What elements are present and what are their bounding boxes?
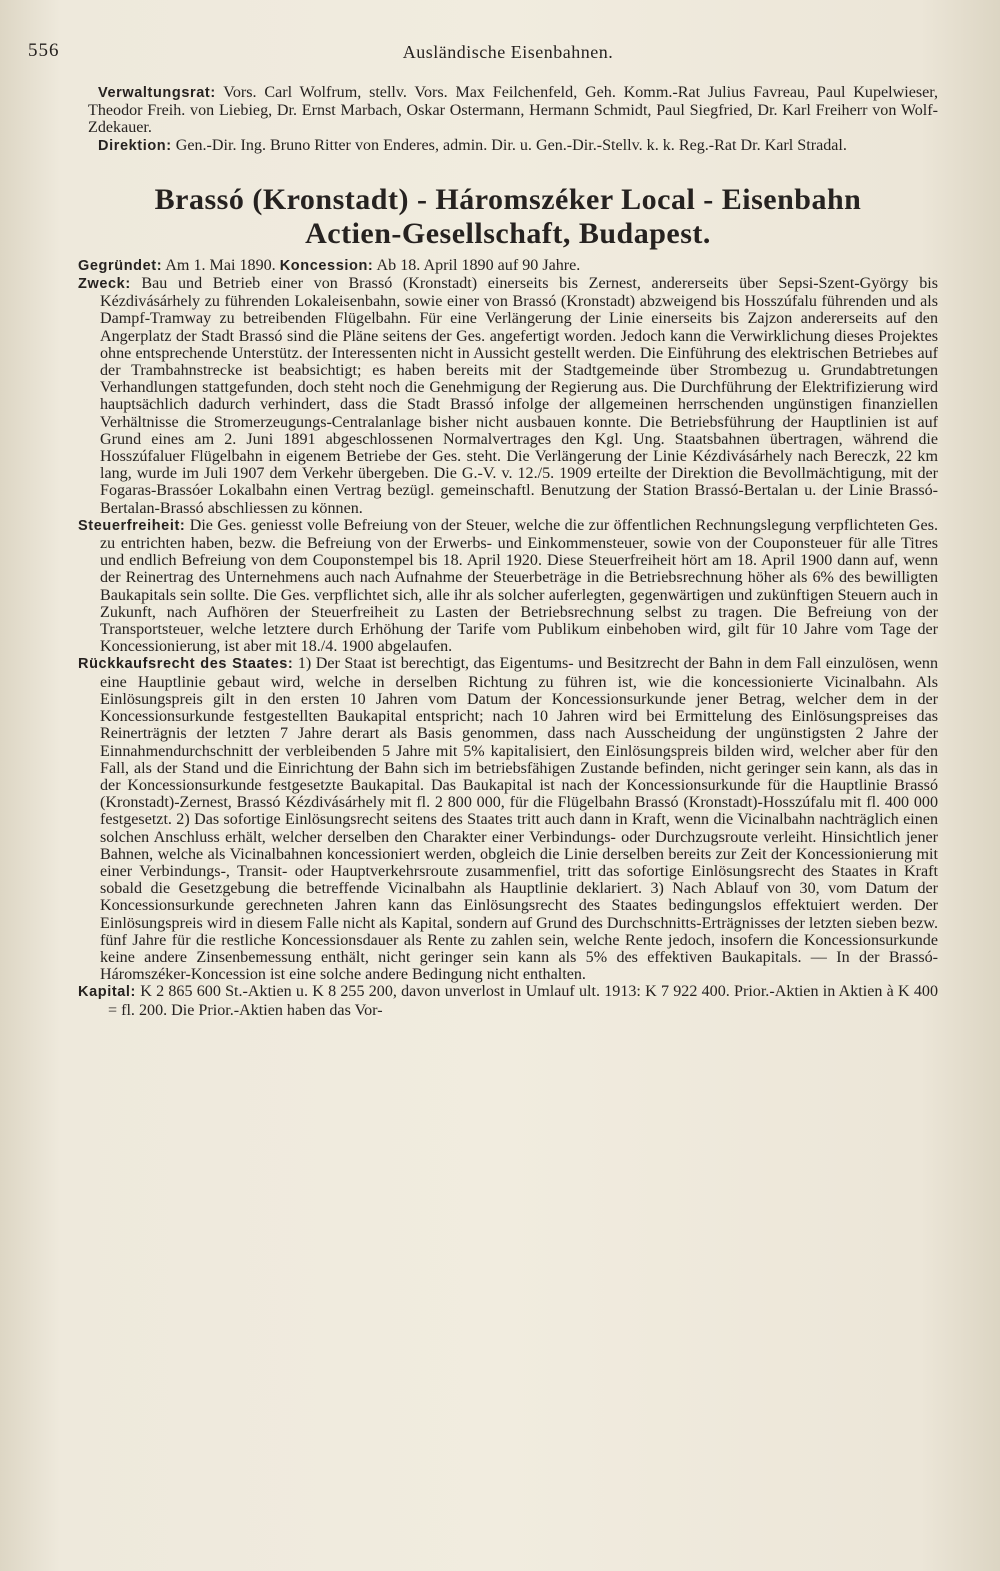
verwaltungsrat-paragraph xyxy=(88,84,938,137)
board-block xyxy=(88,84,938,155)
steuerfreiheit-text: Die Ges. geniesst volle Befreiung von der Steuer, welche die zur öffentlichen Rechnungslegung verpflichteten Ges. zu entrichten haben, bezw. die Befreiung von der Erwerbs- und Einkommensteuer, sowie von der Couponsteuer für alle Titres und endlich Befreiung von dem Couponstempel bis 18. April 1920. Diese Steuerfreiheit hört am 18. April 1900 dann auf, wenn der Reinertrag des Unternehmens auch nach Aufnahme der Steuerbeträge in die Betriebsrechnung höher als 6% des bewilligten Baukapitals sein sollte. Die Ges. verpflichtet sich, alle ihr als solcher auferlegten, gegenwärtigen und zukünftigen Steuern auch in Zukunft, nach Aufhören der Steuerfreiheit zu Lasten der Betriebsrechnung selbst zu tragen. Die Befreiung von der Transportsteuer, welche letztere durch Erhöhung der Tarife vom Publikum einbehoben wird, gilt für 10 Jahre vom Tage der Koncessionierung, ist aber mit 18./4. 1900 abgelaufen. xyxy=(100,516,938,656)
verwaltungsrat-label: Verwaltungsrat: xyxy=(98,85,216,101)
zweck-text: Bau und Betrieb einer von Brassó (Kronstadt) einerseits bis Zernest, andererseits über Sepsi-Szent-György bis Kézdivásárhely zu führenden Lokaleisenbahn, sowie einer von Brassó (Kronstadt) abzweigend bis Hosszúfalu führenden und als Dampf-Tramway zu betreibenden Flügelbahn. Für eine Verlängerung der Linie einerseits bis Zajzon andererseits auf den Angerplatz der Stadt Brassó sind die Pläne seitens der Ges. angefertigt worden. Jedoch kann die Verwirklichung dieses Projektes ohne entsprechende Unterstütz. der Interessenten nicht in Aussicht gestellt werden. Die Einführung des elektrischen Betriebes auf der Trambahnstrecke ist beabsichtigt; es haben bereits mit der Stadtgemeinde über Strombezug u. Grundabtretungen Verhandlungen stattgefunden, doch steht noch die Genehmigung der Regierung aus. Die Durchführung der Elektrifizierung wird hauptsächlich dadurch verhindert, dass die Stadt Brassó infolge der allgemeinen herrschenden ungünstigen finanziellen Verhältnisse die Stromerzeugungs-Centralanlage bisher nicht ausbauen konnte. Die Betriebsführung der Hauptlinien ist auf Grund eines am 2. Juni 1891 abgeschlossenen Normalvertrages den Kgl. Ung. Staatsbahnen übertragen, während die Hosszúfaluer Flügelbahn in eigenem Betriebe der Ges. steht. Die Verlängerung der Linie Kézdivásárhely nach Bereczk, 22 km lang, wurde im Juli 1907 dem Verkehr übergeben. Die G.-V. v. 12./5. 1909 erteilte der Direktion die Bevollmächtigung, mit der Fogaras-Brassóer Lokalbahn einen Vertrag bezügl. gemeinschaftl. Benutzung der Station Brassó-Bertalan u. der Linie Brassó-Bertalan-Brassó abschliessen zu können. xyxy=(100,275,938,517)
rueckkaufsrecht-text: 1) Der Staat ist berechtigt, das Eigentums- und Besitzrecht der Bahn in dem Fall einzulösen, wenn eine Hauptlinie gebaut wird, welche in derselben Richtung zu führen ist, wie die koncessionierte Vicinalbahn. Als Einlösungspreis gilt in den ersten 10 Jahren vom Datum der Koncessionsurkunde jener Betrag, welcher dem in der Koncessionsurkunde festgestellten Baukapital entspricht; nach 10 Jahren wird bei Ermittelung des Einlösungspreises das Reinerträgnis der letzten 7 Jahre derart als Basis genommen, dass nach Ausscheidung der ungünstigsten 2 Jahre der Einnahmendurchschnitt der verbleibenden 5 Jahre mit 5% kapitalisiert, den Einlösungspreis bilden wird, welcher aber für den Fall, als der Stand und die Einrichtung der Bahn sich im betriebsfähigen Zustande befinden, nicht geringer sein kann, als das in der Koncessionsurkunde festgesetzte Baukapital. Das Baukapital ist nach der Koncessionsurkunde für die Hauptlinie Brassó (Kronstadt)-Zernest, Brassó Kézdivásárhely mit fl. 2 800 000, für die Flügelbahn Brassó (Kronstadt)-Hosszúfalu mit fl. 400 000 festgesetzt. 2) Das sofortige Einlösungsrecht seitens des Staates tritt auch dann in Kraft, wenn die Vicinalbahn nachträglich einen solchen Anschluss erhält, welcher derselben den Charakter einer Verbindungs- oder Durchzugsroute verleiht. Hinsichtlich jener Bahnen, welche als Vicinalbahnen koncessioniert werden, obgleich die Linie derselben bereits zur Zeit der Koncessionierung mit einer Verbindungs-, Transit- oder Hauptverkehrsroute zusammenfiel, tritt das sofortige Einlösungsrecht des Staates in Kraft sobald die Gesetzgebung die betreffende Vicinalbahn als Hauptlinie deklariert. 3) Nach Ablauf von 30, vom Datum der Koncessionsurkunde gerechneten Jahren kann das Einlösungsrecht des Staates bedingungslos effektuiert werden. Der Einlösungspreis wird in diesem Falle nicht als Kapital, sondern auf Grund des Durchschnitts-Erträgnisses der letzten sieben bezw. fünf Jahre für die restliche Koncessionsdauer als Rente zu zahlen sein, welche Rente jedoch, insofern die Koncessionsurkunde keine andere Zinsenbemessung enthält, nicht geringer sein kann als 5% des effektiven Baukapitals. — In der Brassó-Háromszéker-Koncession ist eine solche andere Bedingung nicht enthalten. xyxy=(100,655,939,984)
direktion-label: Direktion: xyxy=(98,137,172,154)
zweck-paragraph xyxy=(78,275,938,517)
rueckkaufsrecht-paragraph xyxy=(78,655,938,983)
steuerfreiheit-paragraph xyxy=(78,517,938,656)
kapital-paragraph xyxy=(78,983,938,1018)
founding-concession-paragraph xyxy=(78,257,938,275)
page-header xyxy=(28,40,938,84)
konzession-text: Ab 18. April 1890 auf 90 Jahre. xyxy=(376,256,581,274)
company-title xyxy=(78,183,938,251)
konzession-label: Koncession: xyxy=(279,257,374,274)
steuerfreiheit-label: Steuerfreiheit: xyxy=(78,517,186,534)
verwaltungsrat-text: Vors. Carl Wolfrum, stellv. Vors. Max Feilchenfeld, Geh. Komm.-Rat Julius Favreau, Paul Kupelwieser, Theodor Freih. von Liebieg, Dr. Ernst Marbach, Oskar Ostermann, Hermann Schmidt, Paul Siegfried, Dr. Karl Freiherr von Wolf-Zdekauer. xyxy=(88,84,939,137)
kapital-label: Kapital: xyxy=(78,984,136,1001)
kapital-text: K 2 865 600 St.-Aktien u. K 8 255 200, davon unverlost in Umlauf ult. 1913: K 7 922 400. Prior.-Aktien in Aktien à K 400 = fl. 200. Die Prior.-Aktien haben das Vor- xyxy=(108,983,938,1019)
company-title-line-2: Actien-Gesellschaft, Budapest. xyxy=(305,216,711,250)
rueckkaufsrecht-label: Rückkaufsrecht des Staates: xyxy=(78,656,294,673)
company-title-line-1: Brassó (Kronstadt) - Háromszéker Local - Eisenbahn xyxy=(154,182,862,216)
gegruendet-text: Am 1. Mai 1890. xyxy=(165,256,276,274)
direktion-paragraph xyxy=(88,137,938,155)
zweck-label: Zweck: xyxy=(78,276,131,293)
running-title: Ausländische Eisenbahnen. xyxy=(402,42,614,62)
page-number: 556 xyxy=(28,40,60,61)
gegruendet-label: Gegründet: xyxy=(78,257,163,274)
direktion-text: Gen.-Dir. Ing. Bruno Ritter von Enderes, admin. Dir. u. Gen.-Dir.-Stellv. k. k. Reg.-Rat Dr. Karl Stradal. xyxy=(175,136,847,154)
document-body xyxy=(78,84,938,1019)
